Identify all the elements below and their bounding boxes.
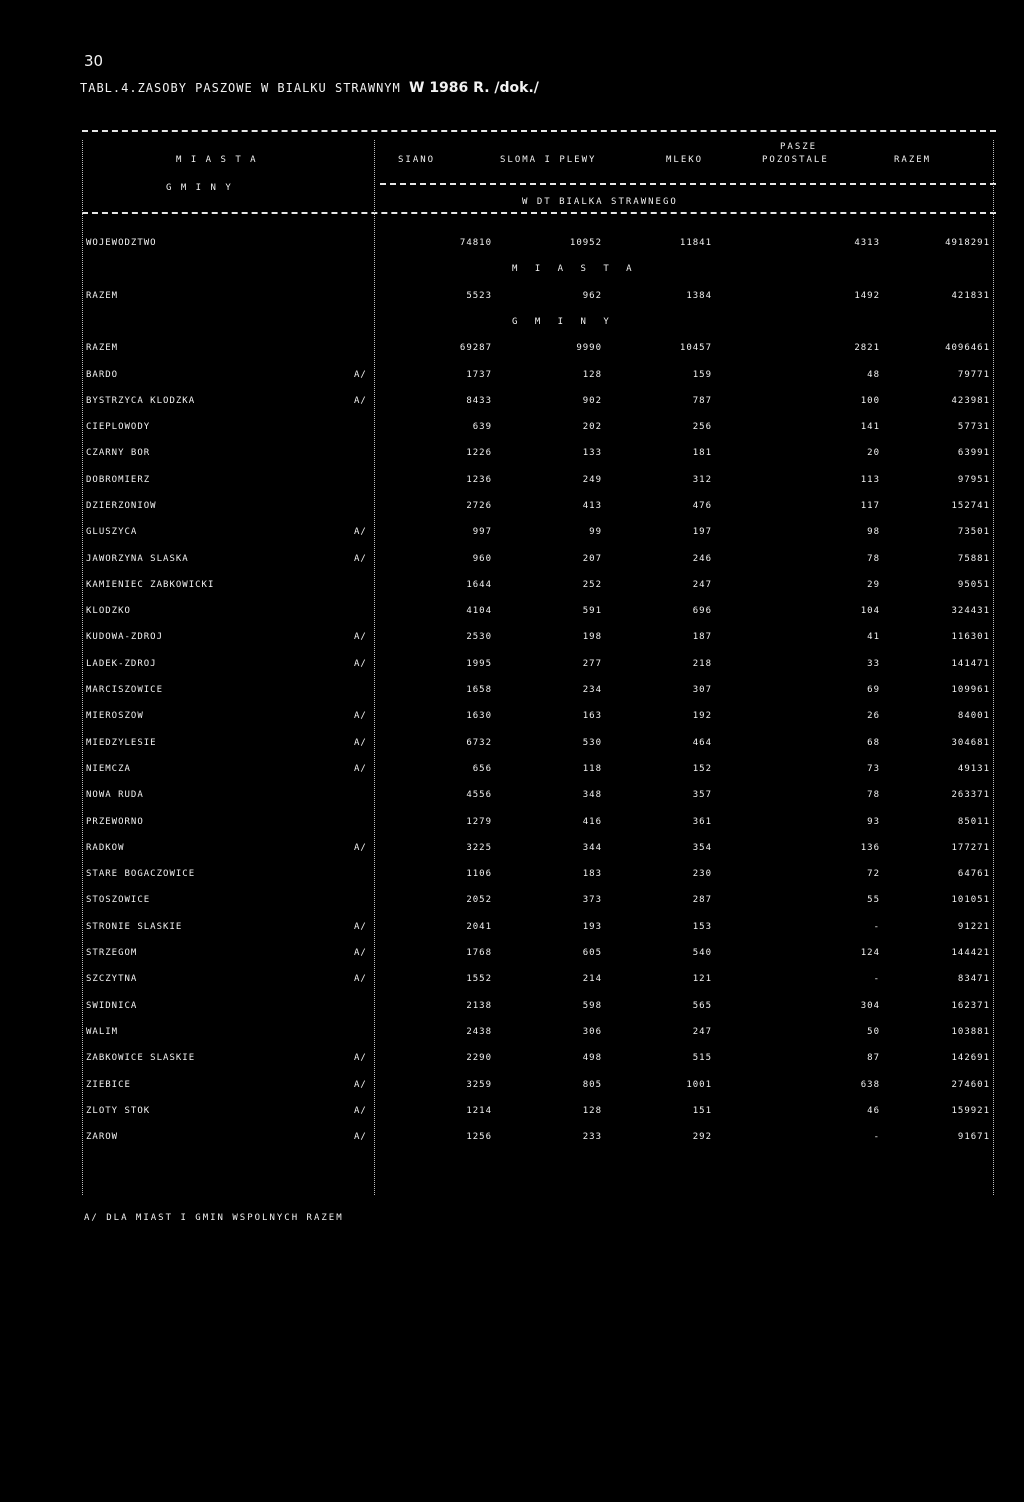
row-footnote-mark: A/ (354, 370, 367, 380)
row-value: 55 (867, 895, 880, 905)
row-value: 1256 (466, 1132, 492, 1142)
row-value: 153 (692, 922, 712, 932)
row-name: NOWA RUDA (86, 790, 144, 800)
row-footnote-mark: A/ (354, 764, 367, 774)
row-footnote-mark: A/ (354, 396, 367, 406)
header-pasze-line1: PASZE (780, 142, 818, 152)
table-row (82, 922, 996, 938)
row-footnote-mark: A/ (354, 1106, 367, 1116)
header-sloma: SLOMA I PLEWY (500, 155, 597, 165)
row-value: 515 (692, 1053, 712, 1063)
row-name: ZLOTY STOK (86, 1106, 151, 1116)
row-name: NIEMCZA (86, 764, 131, 774)
row-value: 163 (582, 711, 602, 721)
row-value: 1768 (466, 948, 492, 958)
row-value: 113 (860, 475, 880, 485)
row-value: 263371 (951, 790, 990, 800)
table-row (82, 738, 996, 754)
row-footnote-mark: A/ (354, 738, 367, 748)
header-place-line2: G M I N Y (166, 183, 233, 193)
table-row (82, 291, 996, 307)
row-value: 193 (582, 922, 602, 932)
row-name: KAMIENIEC ZABKOWICKI (86, 580, 215, 590)
row-value: 1552 (466, 974, 492, 984)
row-value: 218 (692, 659, 712, 669)
row-value: 3259 (466, 1080, 492, 1090)
row-value: 64761 (957, 869, 990, 879)
row-value: 57731 (957, 422, 990, 432)
row-value: 234 (582, 685, 602, 695)
row-value: 2530 (466, 632, 492, 642)
row-value: 197 (692, 527, 712, 537)
row-value: 151 (692, 1106, 712, 1116)
row-value: 306 (582, 1027, 602, 1037)
row-value: 41 (867, 632, 880, 642)
header-razem: RAZEM (894, 155, 932, 165)
row-value: 87 (867, 1053, 880, 1063)
header-unit: W DT BIALKA STRAWNEGO (522, 197, 678, 207)
row-value: 605 (582, 948, 602, 958)
row-value: 246 (692, 554, 712, 564)
row-name: ZIEBICE (86, 1080, 131, 1090)
row-value: 91671 (957, 1132, 990, 1142)
row-value: 4556 (466, 790, 492, 800)
row-value: 361 (692, 817, 712, 827)
row-value: 69 (867, 685, 880, 695)
header-bottom-rule (82, 212, 996, 214)
table-row (82, 580, 996, 596)
row-value: 304681 (951, 738, 990, 748)
table-row (82, 370, 996, 386)
row-name: GLUSZYCA (86, 527, 138, 537)
row-value: 565 (692, 1001, 712, 1011)
row-value: 95051 (957, 580, 990, 590)
table-row (82, 632, 996, 648)
row-value: 124 (860, 948, 880, 958)
row-value: 183 (582, 869, 602, 879)
row-value: 73 (867, 764, 880, 774)
row-value: 97951 (957, 475, 990, 485)
header-top-rule (82, 130, 996, 132)
header-siano: SIANO (398, 155, 436, 165)
row-value: 287 (692, 895, 712, 905)
table-row (82, 1053, 996, 1069)
row-value: 141471 (951, 659, 990, 669)
row-value: 69287 (459, 343, 492, 353)
row-value: 10457 (679, 343, 712, 353)
row-value: 416 (582, 817, 602, 827)
row-value: 464 (692, 738, 712, 748)
row-value: 136 (860, 843, 880, 853)
row-value: 2138 (466, 1001, 492, 1011)
row-value: 192 (692, 711, 712, 721)
row-value: 1214 (466, 1106, 492, 1116)
section-label-miasta: M I A S T A (512, 264, 638, 274)
row-value: 10952 (569, 238, 602, 248)
row-value: 247 (692, 580, 712, 590)
row-value: 357 (692, 790, 712, 800)
row-name: SWIDNICA (86, 1001, 138, 1011)
row-value: 207 (582, 554, 602, 564)
row-value: 72 (867, 869, 880, 879)
row-value: 2052 (466, 895, 492, 905)
row-value: - (873, 922, 880, 932)
row-value: 78 (867, 790, 880, 800)
row-value: 133 (582, 448, 602, 458)
row-value: - (873, 974, 880, 984)
row-value: 498 (582, 1053, 602, 1063)
row-value: 11841 (679, 238, 712, 248)
row-value: 187 (692, 632, 712, 642)
row-value: 1644 (466, 580, 492, 590)
row-value: 128 (582, 370, 602, 380)
table-row (82, 501, 996, 517)
row-value: 152 (692, 764, 712, 774)
row-name: MIEROSZOW (86, 711, 144, 721)
table-row (82, 1106, 996, 1122)
row-value: 307 (692, 685, 712, 695)
row-value: 1492 (854, 291, 880, 301)
row-value: 26 (867, 711, 880, 721)
row-value: 109961 (951, 685, 990, 695)
row-footnote-mark: A/ (354, 711, 367, 721)
row-value: 73501 (957, 527, 990, 537)
table-row (82, 527, 996, 543)
table-row (82, 659, 996, 675)
row-value: 99 (589, 527, 602, 537)
row-value: 29 (867, 580, 880, 590)
row-value: 348 (582, 790, 602, 800)
row-name: PRZEWORNO (86, 817, 144, 827)
row-value: 413 (582, 501, 602, 511)
row-name: MIEDZYLESIE (86, 738, 157, 748)
row-value: 902 (582, 396, 602, 406)
row-value: 960 (472, 554, 492, 564)
header-mid-rule (380, 183, 996, 185)
table-title (80, 80, 539, 96)
row-name: BYSTRZYCA KLODZKA (86, 396, 196, 406)
row-value: 1236 (466, 475, 492, 485)
row-value: 162371 (951, 1001, 990, 1011)
row-value: 75881 (957, 554, 990, 564)
row-value: 20 (867, 448, 880, 458)
row-value: 49131 (957, 764, 990, 774)
row-footnote-mark: A/ (354, 527, 367, 537)
row-value: 1995 (466, 659, 492, 669)
row-name: STRZEGOM (86, 948, 138, 958)
table-row (82, 1132, 996, 1148)
row-value: 2821 (854, 343, 880, 353)
row-value: 159921 (951, 1106, 990, 1116)
row-value: 152741 (951, 501, 990, 511)
row-value: 4096461 (945, 343, 990, 353)
row-footnote-mark: A/ (354, 1053, 367, 1063)
row-footnote-mark: A/ (354, 1132, 367, 1142)
row-value: 2726 (466, 501, 492, 511)
row-value: 256 (692, 422, 712, 432)
row-value: 144421 (951, 948, 990, 958)
table-row (82, 448, 996, 464)
row-value: 117 (860, 501, 880, 511)
row-value: 1737 (466, 370, 492, 380)
table-row (82, 396, 996, 412)
row-name: STRONIE SLASKIE (86, 922, 183, 932)
row-value: 6732 (466, 738, 492, 748)
row-name: RADKOW (86, 843, 125, 853)
row-value: 101051 (951, 895, 990, 905)
row-value: 93 (867, 817, 880, 827)
row-footnote-mark: A/ (354, 922, 367, 932)
row-value: 530 (582, 738, 602, 748)
row-footnote-mark: A/ (354, 1080, 367, 1090)
row-value: 249 (582, 475, 602, 485)
row-value: 214 (582, 974, 602, 984)
table-title-suffix: W 1986 R. /dok./ (409, 80, 539, 96)
row-value: 696 (692, 606, 712, 616)
row-value: 9990 (576, 343, 602, 353)
row-value: 423981 (951, 396, 990, 406)
row-value: 2290 (466, 1053, 492, 1063)
row-value: 540 (692, 948, 712, 958)
row-value: 598 (582, 1001, 602, 1011)
table-row (82, 422, 996, 438)
row-value: 79771 (957, 370, 990, 380)
table-row (82, 238, 996, 254)
row-value: 141 (860, 422, 880, 432)
row-value: 3225 (466, 843, 492, 853)
row-name: STARE BOGACZOWICE (86, 869, 196, 879)
row-value: 68 (867, 738, 880, 748)
header-pasze-line2: POZOSTALE (762, 155, 829, 165)
row-value: 202 (582, 422, 602, 432)
row-value: 476 (692, 501, 712, 511)
row-value: 805 (582, 1080, 602, 1090)
row-value: 48 (867, 370, 880, 380)
row-name: RAZEM (86, 291, 119, 301)
row-footnote-mark: A/ (354, 554, 367, 564)
table-row (82, 1027, 996, 1043)
row-value: 100 (860, 396, 880, 406)
row-name: WOJEWODZTWO (86, 238, 157, 248)
section-label-gminy: G M I N Y (512, 317, 615, 327)
row-name: ZAROW (86, 1132, 119, 1142)
row-value: 91221 (957, 922, 990, 932)
row-footnote-mark: A/ (354, 974, 367, 984)
row-name: DZIERZONIOW (86, 501, 157, 511)
table-row (82, 817, 996, 833)
row-value: 2438 (466, 1027, 492, 1037)
row-value: 233 (582, 1132, 602, 1142)
row-value: 103881 (951, 1027, 990, 1037)
row-value: - (873, 1132, 880, 1142)
table-title-prefix: TABL.4.ZASOBY PASZOWE W BIALKU STRAWNYM (80, 81, 401, 95)
row-value: 1630 (466, 711, 492, 721)
table-row (82, 790, 996, 806)
header-mleko: MLEKO (666, 155, 704, 165)
row-value: 116301 (951, 632, 990, 642)
page-number: 30 (84, 52, 104, 70)
row-value: 142691 (951, 1053, 990, 1063)
table-row (82, 843, 996, 859)
row-name: WALIM (86, 1027, 119, 1037)
row-value: 1226 (466, 448, 492, 458)
row-name: BARDO (86, 370, 119, 380)
table-row (82, 554, 996, 570)
row-value: 997 (472, 527, 492, 537)
row-value: 962 (582, 291, 602, 301)
row-value: 247 (692, 1027, 712, 1037)
row-value: 98 (867, 527, 880, 537)
row-value: 304 (860, 1001, 880, 1011)
row-value: 74810 (459, 238, 492, 248)
row-value: 421831 (951, 291, 990, 301)
row-footnote-mark: A/ (354, 659, 367, 669)
row-value: 656 (472, 764, 492, 774)
row-name: KUDOWA-ZDROJ (86, 632, 164, 642)
row-value: 1001 (686, 1080, 712, 1090)
row-name: SZCZYTNA (86, 974, 138, 984)
row-value: 33 (867, 659, 880, 669)
row-name: STOSZOWICE (86, 895, 151, 905)
row-value: 198 (582, 632, 602, 642)
header-place-line1: M I A S T A (176, 155, 258, 165)
row-value: 292 (692, 1132, 712, 1142)
row-value: 84001 (957, 711, 990, 721)
table-row (82, 685, 996, 701)
row-name: ZABKOWICE SLASKIE (86, 1053, 196, 1063)
row-name: LADEK-ZDROJ (86, 659, 157, 669)
row-value: 177271 (951, 843, 990, 853)
row-value: 118 (582, 764, 602, 774)
table-row (82, 1080, 996, 1096)
table-row (82, 974, 996, 990)
footnote: A/ DLA MIAST I GMIN WSPOLNYCH RAZEM (84, 1213, 344, 1223)
row-value: 121 (692, 974, 712, 984)
row-value: 1384 (686, 291, 712, 301)
row-value: 1106 (466, 869, 492, 879)
row-value: 373 (582, 895, 602, 905)
row-value: 128 (582, 1106, 602, 1116)
row-name: DOBROMIERZ (86, 475, 151, 485)
row-value: 1279 (466, 817, 492, 827)
row-value: 639 (472, 422, 492, 432)
row-name: RAZEM (86, 343, 119, 353)
row-value: 591 (582, 606, 602, 616)
table-row (82, 895, 996, 911)
row-value: 8433 (466, 396, 492, 406)
row-value: 274601 (951, 1080, 990, 1090)
table-row (82, 869, 996, 885)
row-value: 50 (867, 1027, 880, 1037)
row-name: KLODZKO (86, 606, 131, 616)
row-value: 4104 (466, 606, 492, 616)
row-value: 638 (860, 1080, 880, 1090)
row-footnote-mark: A/ (354, 948, 367, 958)
row-value: 4918291 (945, 238, 990, 248)
row-footnote-mark: A/ (354, 843, 367, 853)
row-value: 277 (582, 659, 602, 669)
row-value: 83471 (957, 974, 990, 984)
row-value: 85011 (957, 817, 990, 827)
row-value: 181 (692, 448, 712, 458)
row-value: 5523 (466, 291, 492, 301)
row-value: 344 (582, 843, 602, 853)
row-value: 787 (692, 396, 712, 406)
table-row (82, 948, 996, 964)
row-value: 104 (860, 606, 880, 616)
table-row (82, 1001, 996, 1017)
row-value: 2041 (466, 922, 492, 932)
row-value: 4313 (854, 238, 880, 248)
row-footnote-mark: A/ (354, 632, 367, 642)
table-row (82, 764, 996, 780)
row-value: 46 (867, 1106, 880, 1116)
row-name: CIEPLOWODY (86, 422, 151, 432)
table-row (82, 606, 996, 622)
row-value: 159 (692, 370, 712, 380)
table-row (82, 343, 996, 359)
row-value: 78 (867, 554, 880, 564)
row-value: 63991 (957, 448, 990, 458)
row-name: CZARNY BOR (86, 448, 151, 458)
row-value: 230 (692, 869, 712, 879)
row-value: 252 (582, 580, 602, 590)
row-value: 1658 (466, 685, 492, 695)
row-value: 312 (692, 475, 712, 485)
row-name: JAWORZYNA SLASKA (86, 554, 189, 564)
row-value: 324431 (951, 606, 990, 616)
row-name: MARCISZOWICE (86, 685, 164, 695)
table-row (82, 711, 996, 727)
row-value: 354 (692, 843, 712, 853)
table-row (82, 475, 996, 491)
